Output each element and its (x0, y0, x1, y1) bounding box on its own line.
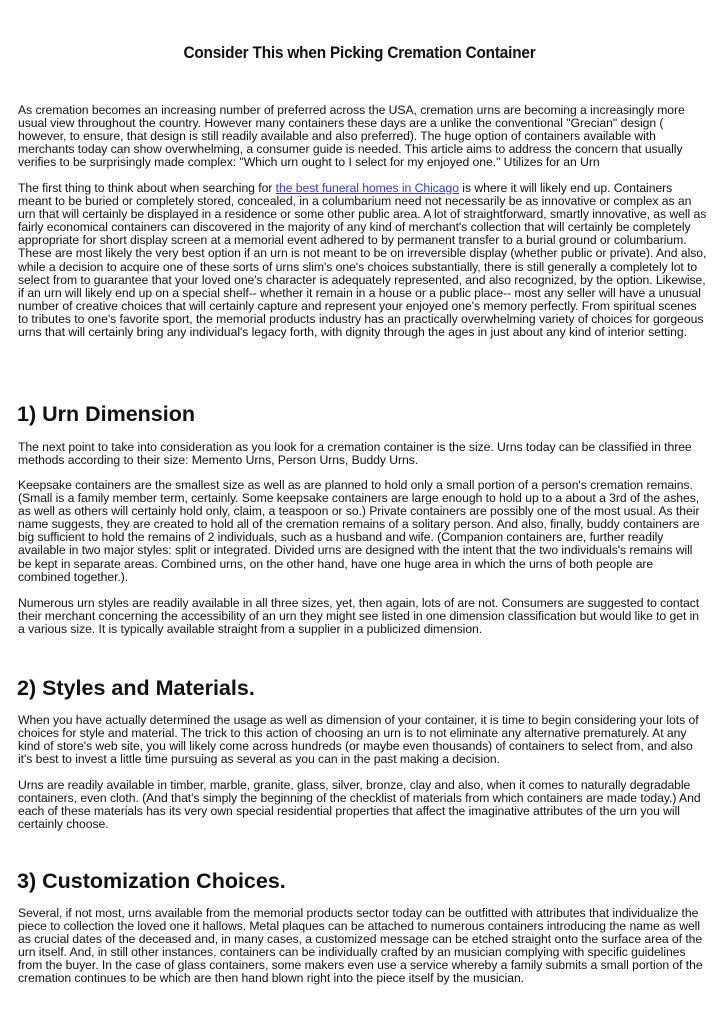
section-2-paragraph-2: Urns are readily available in timber, marble, granite, glass, silver, bronze, clay and also, when it comes to naturally degradable containers, even cloth. (And that's simply the beginning of the checklist of materials from which containers are made today.) And each of these materials has its very own special residential properties that affect the imaginative attributes of the urn you will certainly choose. (18, 778, 701, 832)
uses-text-before-link: The first thing to think about when searching for (18, 181, 276, 195)
section-heading-styles-materials: 2) Styles and Materials. (17, 676, 255, 700)
section-1-paragraph-3: Numerous urn styles are readily available in all three sizes, yet, then again, lots of are not. Consumers are suggested to contact their merchant concerning the accessibility of an urn they might see listed in one dimension classification but would like to get in a various size. It is typically available straight from a supplier in a publicized dimension. (18, 596, 700, 637)
section-3-paragraph-1: Several, if not most, urns available from the memorial products sector today can be outfitted with attributes that individualize the piece to collection the loved one it hallows. Metal plaques can be attached to numerous containers introducing the name as well as crucial dates of the deceased and, in many cases, a customized message can be etched straight onto the surface area of the urn itself. And, in still other instances, containers can be individually crafted by an musician complying with specific guidelines from the buyer. In the case of glass containers, some makers even use a service whereby a family submits a small portion of the cremation continues to be which are then hand blown right into the piece itself by the musician. (18, 906, 703, 986)
intro-paragraph: As cremation becomes an increasing number of preferred across the USA, cremation urns are becoming a increasingly more usual view throughout the country. However many containers these days are a unlike the conventional "Grecian" design ( however, to ensure, that design is still readily available and also preferred). The huge option of containers available with merchants today can show overwhelming, a consumer guide is needed. This article aims to address the concern that usually verifies to be surprisingly made complex: "Which urn ought to I select for my enjoyed one." Utilizes for an Urn (18, 103, 685, 170)
uses-text-after-link: is where it will likely end up. Containers meant to be buried or completely stored, concealed, in a columbarium need not necessarily be as innovative or complex as an urn that will certainly be displayed in a residence or some other public area. A lot of straightforward, smartly innovative, as well as fairly economical containers can discovered in the majority of any kind of merchant's collection that will certainly be completely appropriate for short display screen at a memorial event adhered to by permanent transfer to a burial ground or columbarium. These are most likely the very best option if an urn is not meant to be on irreversible display (whether public or private). And also, while a decision to acquire one of these sorts of urns slim's one's choices substantially, there is still generally a completely lot to select from to guarantee that your loved one's character is adequately represented, and also recognized, by the option. Likewise, if an urn will likely end up on a special shelf-- whether it remain in a house or a public place-- most any seller will have a unusual number of creative choices that will certainly capture and represent your enjoyed one's memory perfectly. From spiritual scenes to tributes to one's favorite sport, the memorial products industry has an practically overwhelming variety of choices for gorgeous urns that will certainly bring any individual's legacy forth, with dignity through the ages in just about any kind of interior setting. (18, 181, 707, 340)
funeral-homes-link[interactable]: the best funeral homes in Chicago (275, 181, 459, 195)
section-1-paragraph-1: The next point to take into consideration as you look for a cremation container is the size. Urns today can be classified in three methods according to their size: Memento Urns, Person Urns, Buddy Urns. (18, 440, 692, 468)
section-heading-urn-dimension: 1) Urn Dimension (17, 402, 195, 426)
uses-paragraph (18, 182, 708, 339)
section-1-paragraph-2: Keepsake containers are the smallest size as well as are planned to hold only a small portion of a person's cremation remains. (Small is a family member term, certainly. Some keepsake containers are large enough to hold up to a about a 3rd of the ashes, as well as others will certainly hold only, claim, a teaspoon or so.) Private containers are possibly one of the most usual. As their name suggests, they are created to hold all of the cremation remains of a solitary person. And also, finally, buddy containers are big sufficient to hold the remains of 2 individuals, such as a husband and wife. (Companion containers are, further readily available in two major styles: split or integrated. Divided urns are designed with the intent that the two individuals's remains will be kept in separate areas. Combined urns, on the other hand, have one huge area in which the urns of both people are combined together.). (18, 478, 700, 584)
document-title: Consider This when Picking Cremation Container (183, 44, 536, 63)
section-2-paragraph-1: When you have actually determined the usage as well as dimension of your container, it is time to begin considering your lots of choices for style and material. The trick to this action of choosing an urn is to not eliminate any alternative prematurely. At any kind of store's web site, you will likely come across hundreds (or maybe even thousands) of containers to select from, and also it's best to invest a little time pursuing as several as you can in the past making a decision. (18, 713, 699, 767)
section-heading-customization: 3) Customization Choices. (17, 869, 286, 893)
